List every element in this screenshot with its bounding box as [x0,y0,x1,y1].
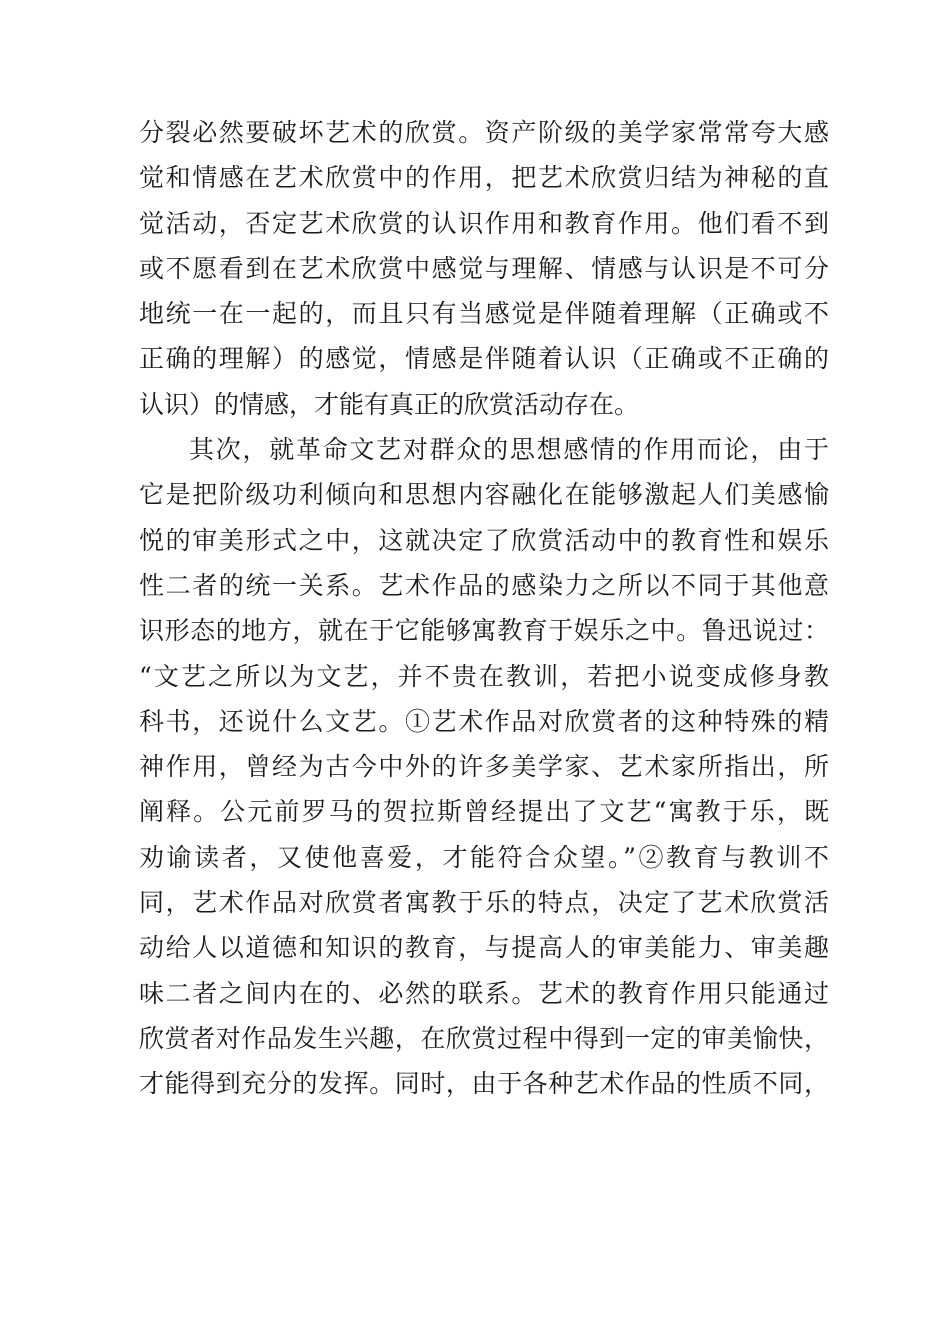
text-line: 正确的理解）的感觉，情感是伴随着认识（正确或不正确的 [139,344,829,374]
text-line: 它是把阶级功利倾向和思想内容融化在能够激起人们美感愉 [139,480,829,510]
text-line: 才能得到充分的发挥。同时，由于各种艺术作品的性质不同， [139,1069,829,1099]
text-line: 分裂必然要破坏艺术的欣赏。资产阶级的美学家常常夸大感 [139,118,829,147]
text-line: 觉和情感在艺术欣赏中的作用，把艺术欣赏归结为神秘的直 [139,163,829,193]
body-text [139,110,829,1107]
text-line: 神作用，曾经为古今中外的许多美学家、艺术家所指出，所 [139,752,829,782]
text-line: “文艺之所以为文艺，并不贵在教训，若把小说变成修身教 [139,661,829,691]
text-line: 欣赏者对作品发生兴趣，在欣赏过程中得到一定的审美愉快， [139,1023,829,1053]
text-line: 地统一在一起的，而且只有当感觉是伴随着理解（正确或不 [139,299,829,329]
text-line: 同，艺术作品对欣赏者寓教于乐的特点，决定了艺术欣赏活 [139,888,829,918]
text-line: 识形态的地方，就在于它能够寓教育于娱乐之中。鲁迅说过： [139,616,829,646]
text-line: 劝谕读者，又使他喜爱，才能符合众望。”②教育与教训不 [139,842,829,872]
text-line: 味二者之间内在的、必然的联系。艺术的教育作用只能通过 [139,978,829,1008]
text-line: 动给人以道德和知识的教育，与提高人的审美能力、审美趣 [139,933,829,963]
text-line: 悦的审美形式之中，这就决定了欣赏活动中的教育性和娱乐 [139,525,829,555]
paragraph-first-line: 其次，就革命文艺对群众的思想感情的作用而论，由于 [189,435,829,465]
text-line: 阐释。公元前罗马的贺拉斯曾经提出了文艺“寓教于乐，既 [139,797,829,827]
text-line: 科书，还说什么文艺。①艺术作品对欣赏者的这种特殊的精 [139,706,829,736]
text-line: 性二者的统一关系。艺术作品的感染力之所以不同于其他意 [139,570,829,600]
text-line: 认识）的情感，才能有真正的欣赏活动存在。 [139,389,640,419]
text-line: 或不愿看到在艺术欣赏中感觉与理解、情感与认识是不可分 [139,253,829,283]
text-line: 觉活动，否定艺术欣赏的认识作用和教育作用。他们看不到 [139,208,829,238]
